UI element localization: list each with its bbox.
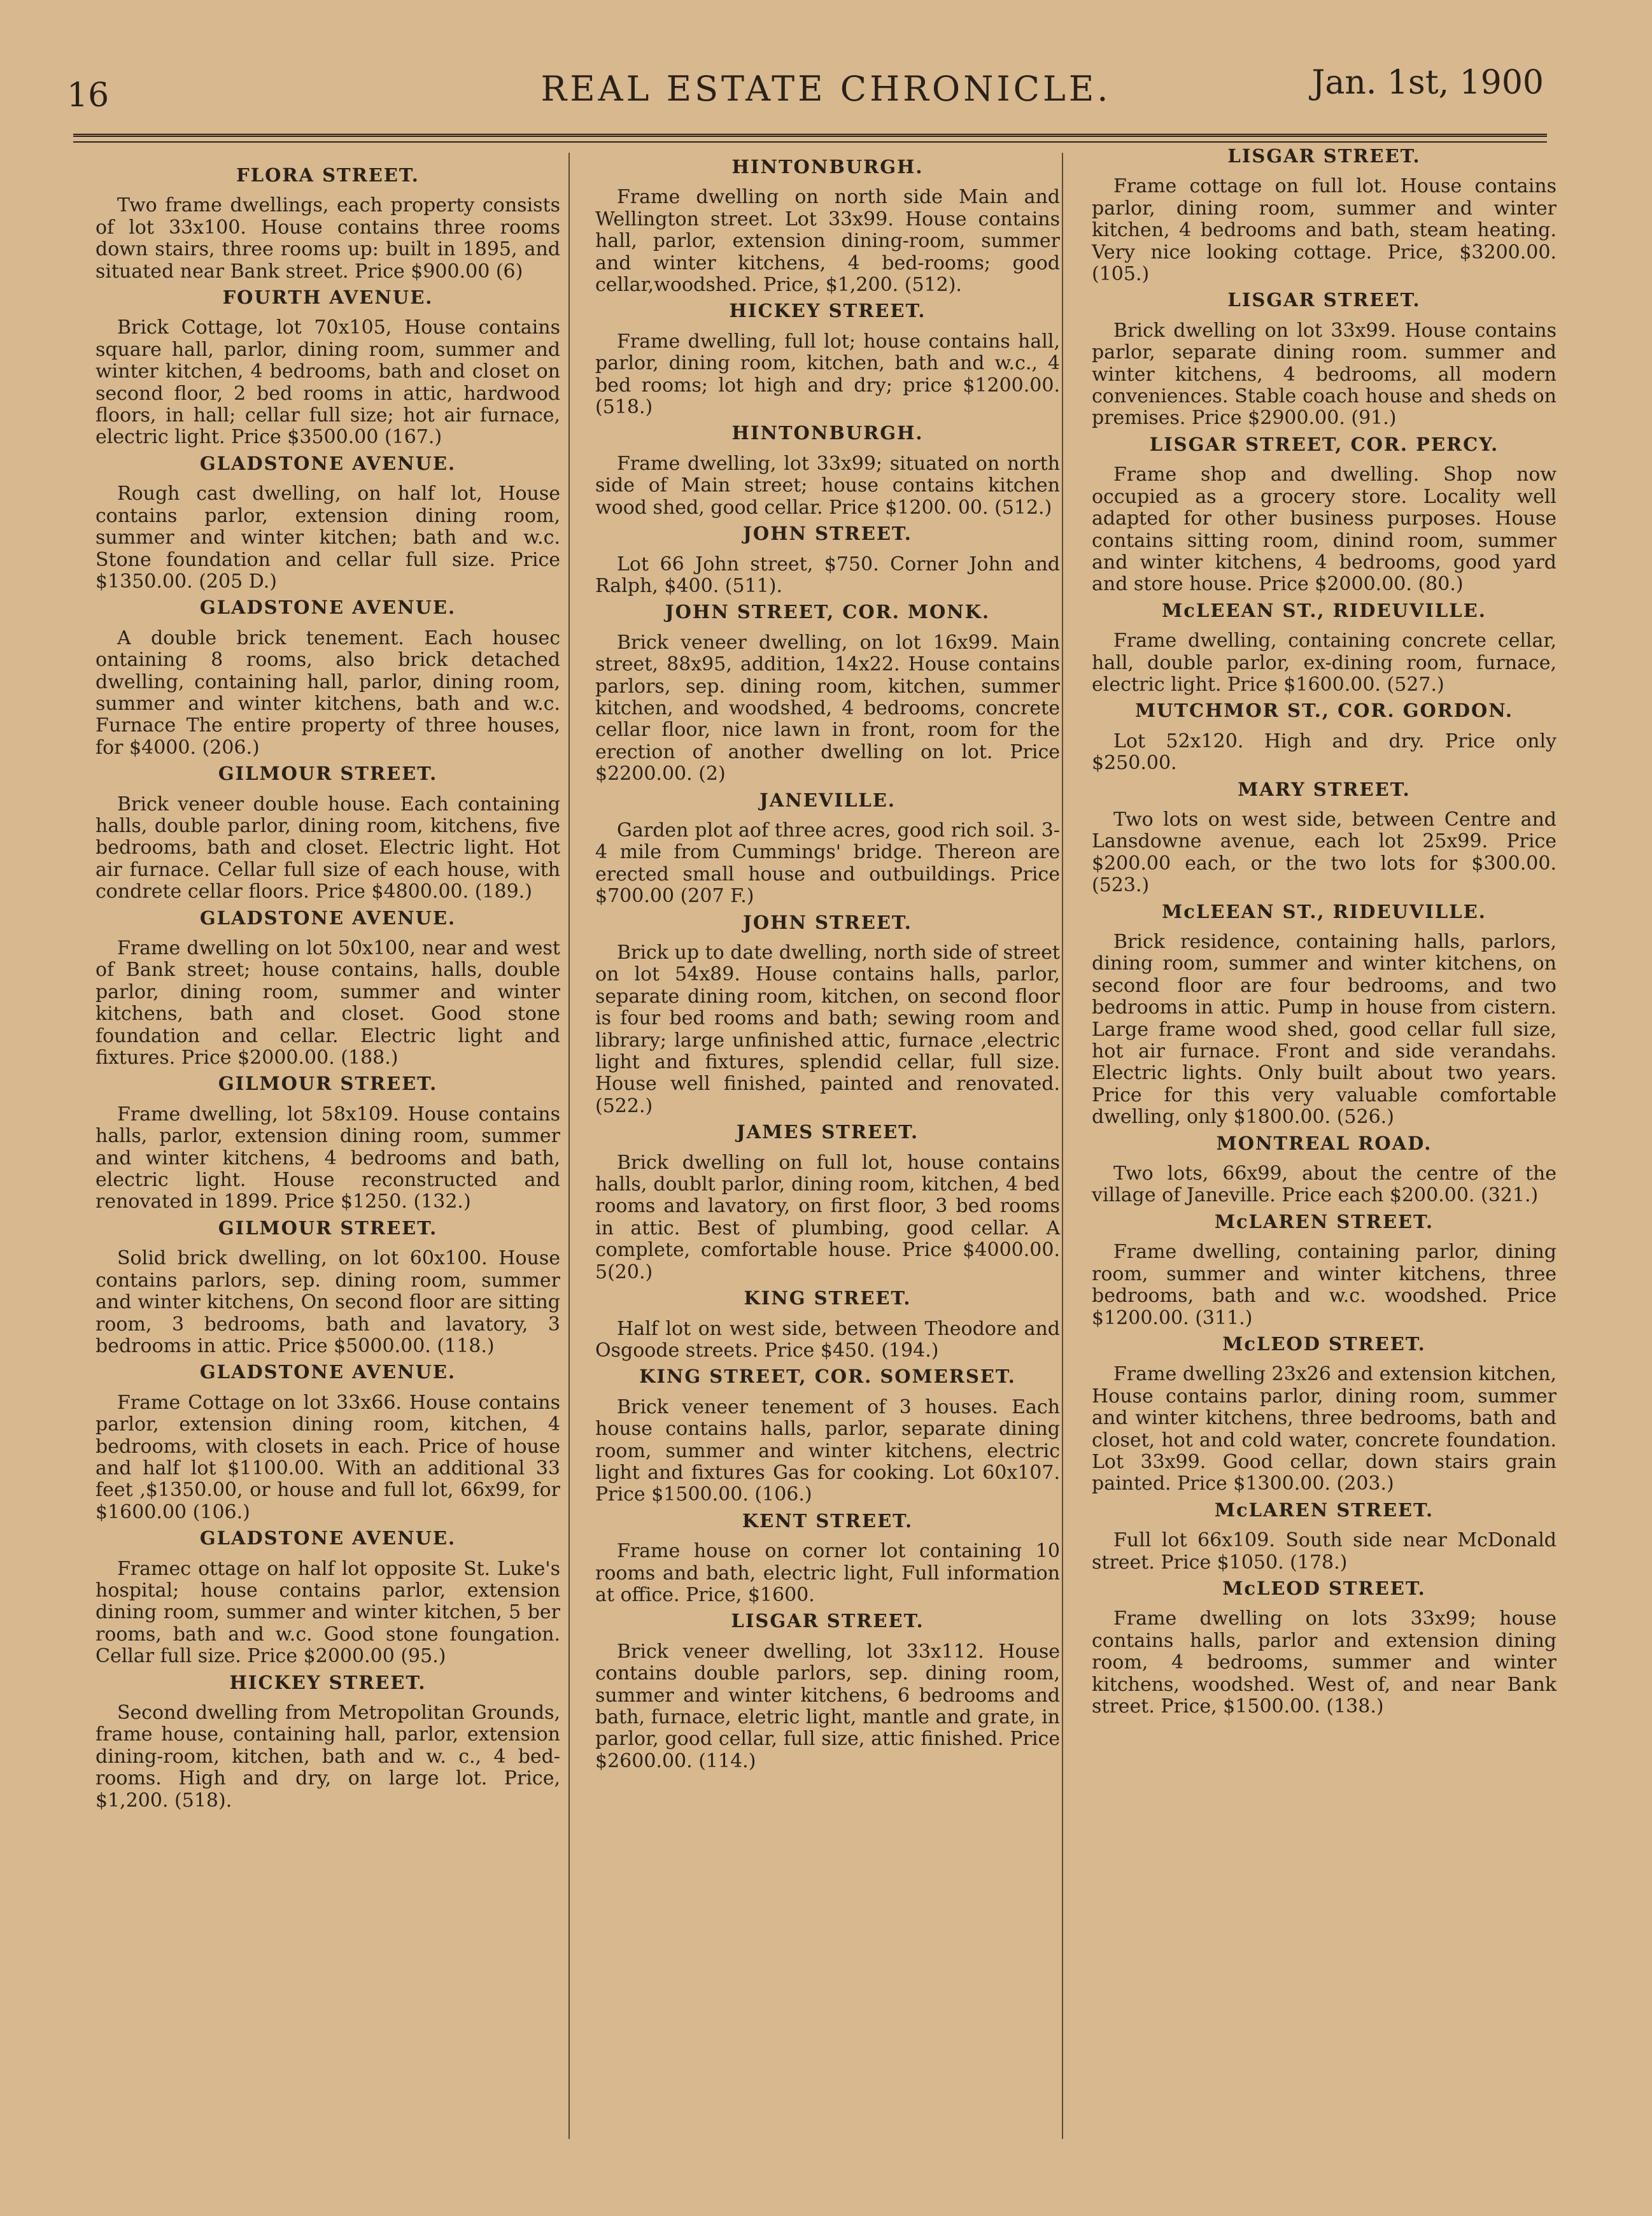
issue-date: Jan. 1st, 1900	[1311, 64, 1544, 102]
listing-text: Frame dwelling 23x26 and extension kitchen, House contains parlor, dining room, summer and winter kitchens, three bedrooms, bath and closet, hot and cold water, concrete foundation. Lot 33x99. Good cellar, down stairs grain painted. Price $1300.00. (203.)	[1092, 1363, 1557, 1495]
listing-heading: GILMOUR STREET.	[218, 1073, 438, 1095]
listing-text: Brick dwelling on full lot, house contains halls, doublt parlor, dining room, kitchen, 4 bed rooms and lavatory, on first floor, 3 bed rooms in attic. Best of plumbing, good cellar. A complete, comfortable house. Price $4000.00. 5(20.)	[595, 1151, 1060, 1283]
listing	[595, 1510, 1060, 1607]
listing	[95, 453, 560, 593]
listing	[95, 1361, 560, 1523]
listing-text: Brick veneer dwelling, lot 33x112. House contains double parlors, sep. dining room, summer and winter kitchens, 6 bedrooms and bath, furnace, eletric light, mantle and grate, in parlor, good cellar, full size, attic finished. Price $2600.00. (114.)	[595, 1640, 1060, 1772]
listing-text: Rough cast dwelling, on half lot, House contains parlor, extension dining room, summer and winter kitchen; bath and w.c. Stone foundation and cellar full size. Price $1350.00. (205 D.)	[95, 483, 560, 593]
listing-text: Frame dwelling, containing parlor, dining room, summer and winter kitchens, three bedrooms, bath and w.c. woodshed. Price $1200.00. (311.)	[1092, 1241, 1557, 1329]
listing-text: Two frame dwellings, each property consists of lot 33x100. House contains three rooms down stairs, three rooms up: built in 1895, and situated near Bank street. Price $900.00 (6)	[95, 194, 560, 283]
listing-heading: McLEEAN ST., RIDEUVILLE.	[1162, 599, 1486, 621]
listing-text: Brick veneer tenement of 3 houses. Each house contains halls, parlor, separate dining room, summer and winter kitchens, electric light and fixtures Gas for cooking. Lot 60x107. Price $1500.00. (106.)	[595, 1395, 1060, 1506]
listing-text: Solid brick dwelling, on lot 60x100. House contains parlors, sep. dining room, summer and winter kitchens, On second floor are sitting room, 3 bedrooms, bath and lavatory, 3 bedrooms in attic. Price $5000.00. (118.)	[95, 1247, 560, 1357]
listing-text: Frame shop and dwelling. Shop now occupied as a grocery store. Locality well adapted for other business purposes. House contains sitting room, dinind room, summer and winter kitchens, 4 bedrooms, good yard and store house. Price $2000.00. (80.)	[1092, 463, 1557, 596]
listing-text: Lot 66 John street, $750. Corner John and Ralph, $400. (511).	[595, 553, 1060, 597]
listing-heading: LISGAR STREET.	[731, 1610, 924, 1632]
listing-heading: McLEOD STREET.	[1222, 1332, 1426, 1355]
listing	[95, 1073, 560, 1213]
listing	[1092, 1333, 1557, 1495]
listing	[1092, 600, 1557, 696]
listing-text: Brick dwelling on lot 33x99. House contains parlor, separate dining room. summer and winter kitchens, 4 bedrooms, all modern conveniences. Stable coach house and sheds on premises. Price $2900.00. (91.)	[1092, 319, 1557, 430]
listing	[595, 1610, 1060, 1772]
listing	[95, 1217, 560, 1357]
listing-heading: FOURTH AVENUE.	[222, 286, 434, 309]
listing-text: Garden plot aof three acres, good rich soil. 3-4 mile from Cummings' bridge. Thereon are erected small house and outbuildings. Price $700.00 (207 F.)	[595, 819, 1060, 908]
listing	[1092, 434, 1557, 596]
listing-heading: HICKEY STREET.	[729, 300, 926, 322]
listing-heading: McLEEAN ST., RIDEUVILLE.	[1162, 900, 1486, 922]
listing-text: Two lots, 66x99, about the centre of the village of Janeville. Price each $200.00. (321.)	[1092, 1162, 1557, 1207]
listing	[95, 763, 560, 903]
listing-text: Brick up to date dwelling, north side of street on lot 54x89. House contains halls, parlor, separate dining room, kitchen, on second floor is four bed rooms and bath; sewing room and library; large unfinished attic, furnace ,electric light and fixtures, splendid cellar, full size. House well finished, painted and renovated. (522.)	[595, 942, 1060, 1117]
listing-heading: KENT STREET.	[742, 1509, 914, 1532]
listings-column-2	[595, 156, 1060, 1776]
listing-heading: GILMOUR STREET.	[218, 1217, 438, 1239]
listing-heading: JAMES STREET.	[736, 1121, 919, 1143]
listing-text: Frame dwelling, full lot; house contains hall, parlor, dining room, kitchen, bath and w.c., 4 bed rooms; lot high and dry; price $1200.00. (518.)	[595, 330, 1060, 419]
listings-column-1	[95, 164, 560, 1816]
listing-heading: LISGAR STREET, COR. PERCY.	[1149, 433, 1499, 455]
listing-text: Frame dwelling, lot 58x109. House contains halls, parlor, extension dining room, summer and winter kitchens, 4 bedrooms and bath, electric light. House reconstructed and renovated in 1899. Price $1250. (132.)	[95, 1103, 560, 1213]
listing-text: Lot 52x120. High and dry. Price only $250.00.	[1092, 730, 1557, 775]
listing-heading: McLAREN STREET.	[1214, 1499, 1434, 1521]
listing	[595, 156, 1060, 296]
listing	[95, 907, 560, 1069]
listing-text: Frame dwelling, containing concrete cellar, hall, double parlor, ex-dining room, furnace, electric light. Price $1600.00. (527.)	[1092, 630, 1557, 696]
header-rule-thin	[73, 141, 1547, 143]
listing-text: Brick veneer double house. Each containing halls, double parlor, dining room, kitchens, five bedrooms, bath and closet. Electric light. Hot air furnace. Cellar full size of each house, with condrete cellar floors. Price $4800.00. (189.)	[95, 793, 560, 903]
listing-text: Brick veneer dwelling, on lot 16x99. Main street, 88x95, addition, 14x22. House contains parlors, sep. dining room, kitchen, summer kitchen, and woodshed, 4 bedrooms, concrete cellar floor, nice lawn in front, room for the erection of another dwelling on lot. Price $2200.00. (2)	[595, 631, 1060, 786]
listing-text: Two lots on west side, between Centre and Lansdowne avenue, each lot 25x99. Price $200.00 each, or the two lots for $300.00. (523.)	[1092, 808, 1557, 897]
column-divider	[568, 153, 570, 2139]
masthead-title: REAL ESTATE CHRONICLE.	[540, 69, 1112, 109]
listing-heading: LISGAR STREET.	[1227, 289, 1421, 311]
listing-heading: MONTREAL ROAD.	[1216, 1132, 1432, 1154]
listing-heading: HICKEY STREET.	[229, 1671, 427, 1693]
listing-heading: HINTONBURGH.	[731, 156, 924, 178]
listing-text: Full lot 66x109. South side near McDonald street. Price $1050. (178.)	[1092, 1529, 1557, 1574]
listing-heading: GLADSTONE AVENUE.	[199, 1527, 456, 1549]
listing	[95, 286, 560, 449]
listing-heading: JOHN STREET.	[743, 911, 912, 933]
listing	[595, 1366, 1060, 1506]
listing-text: Frame dwelling on lot 50x100, near and west of Bank street; house contains, halls, double parlor, dining room, summer and winter kitchens, bath and closet. Good stone foundation and cellar. Electric light and fixtures. Price $2000.00. (188.)	[95, 937, 560, 1069]
listing	[595, 912, 1060, 1118]
listing-text: Frame dwelling, lot 33x99; situated on north side of Main street; house contains kitchen wood shed, good cellar. Price $1200. 00. (512.)	[595, 452, 1060, 519]
listing-text: A double brick tenement. Each housec ontaining 8 rooms, also brick detached dwelling, containing hall, parlor, dining room, summer and winter kitchens, bath and w.c. Furnace The entire property of three houses, for $4000. (206.)	[95, 626, 560, 759]
listing	[595, 1287, 1060, 1362]
listing-heading: KING STREET, COR. SOMERSET.	[639, 1366, 1016, 1388]
listing	[1092, 289, 1557, 429]
page-number: 16	[67, 76, 109, 115]
listing-heading: GLADSTONE AVENUE.	[199, 1361, 456, 1383]
listing	[595, 601, 1060, 785]
listing-text: Half lot on west side, between Theodore and Osgoode streets. Price $450. (194.)	[595, 1317, 1060, 1362]
listing-text: Brick residence, containing halls, parlors, dining room, summer and winter kitchens, on second floor are four bedrooms, and two bedrooms in attic. Pump in house from cistern. Large frame wood shed, good cellar full size, hot air furnace. Front and side verandahs. Electric lights. Only built about two years. Price for this very valuable comfortable dwelling, only $1800.00. (526.)	[1092, 931, 1557, 1129]
listing-heading: LISGAR STREET.	[1227, 145, 1421, 167]
listing-heading: GLADSTONE AVENUE.	[199, 452, 456, 474]
listing	[595, 523, 1060, 597]
listing-text: Frame house on corner lot containing 10 rooms and bath, electric light, Full information at office. Price, $1600.	[595, 1540, 1060, 1606]
listing-heading: McLEOD STREET.	[1222, 1577, 1426, 1599]
listing	[1092, 1133, 1557, 1207]
listing-heading: GILMOUR STREET.	[218, 763, 438, 785]
listing	[95, 1527, 560, 1667]
listing	[1092, 901, 1557, 1129]
listing-heading: GLADSTONE AVENUE.	[199, 907, 456, 929]
listing-heading: HINTONBURGH.	[731, 422, 924, 444]
listing	[1092, 1211, 1557, 1329]
listing-heading: JOHN STREET.	[743, 523, 912, 545]
listing-heading: GLADSTONE AVENUE.	[199, 596, 456, 619]
listing	[95, 1672, 560, 1812]
listing-heading: KING STREET.	[744, 1287, 912, 1309]
listing-text: Frame dwelling on lots 33x99; house contains halls, parlor and extension dining room, 4 bedrooms, summer and winter kitchens, woodshed. West of, and near Bank street. Price, $1500.00. (138.)	[1092, 1607, 1557, 1718]
listing	[595, 1121, 1060, 1283]
listing-text: Frame Cottage on lot 33x66. House contains parlor, extension dining room, kitchen, 4 bedrooms, with closets in each. Price of house and half lot $1100.00. With an additional 33 feet ,$1350.00, or house and full lot, 66x99, for $1600.00 (106.)	[95, 1391, 560, 1523]
listing-text: Framec ottage on half lot opposite St. Luke's hospital; house contains parlor, extension dining room, summer and winter kitchen, 5 ber rooms, bath and w.c. Good stone foungation. Cellar full size. Price $2000.00 (95.)	[95, 1557, 560, 1668]
listing	[1092, 145, 1557, 285]
listing-heading: MARY STREET.	[1238, 778, 1411, 800]
listing	[1092, 1577, 1557, 1718]
listing-heading: FLORA STREET.	[236, 164, 420, 186]
listing-heading: MUTCHMOR ST., COR. GORDON.	[1134, 700, 1513, 722]
listing	[95, 164, 560, 283]
header-rule	[73, 134, 1547, 137]
listing	[1092, 1499, 1557, 1574]
listing-text: Second dwelling from Metropolitan Grounds, frame house, containing hall, parlor, extension dining-room, kitchen, bath and w. c., 4 bed-rooms. High and dry, on large lot. Price, $1,200. (518).	[95, 1702, 560, 1812]
listing-text: Frame cottage on full lot. House contains parlor, dining room, summer and winter kitchen, 4 bedrooms and bath, steam heating. Very nice looking cottage. Price, $3200.00. (105.)	[1092, 175, 1557, 286]
listings-column-3	[1092, 145, 1557, 1721]
listing-heading: JOHN STREET, COR. MONK.	[665, 601, 991, 623]
listing-heading: JANEVILLE.	[759, 789, 896, 811]
listing	[595, 422, 1060, 519]
listing-text: Frame dwelling on north side Main and Wellington street. Lot 33x99. House contains hall, parlor, extension dining-room, summer and winter kitchens, 4 bed-rooms; good cellar,woodshed. Price, $1,200. (512).	[595, 186, 1060, 297]
listing	[95, 596, 560, 759]
column-divider	[1062, 153, 1063, 2139]
listing-heading: McLAREN STREET.	[1214, 1210, 1434, 1232]
listing	[1092, 779, 1557, 897]
listing	[595, 300, 1060, 418]
listing	[1092, 700, 1557, 774]
listing	[595, 789, 1060, 908]
listing-text: Brick Cottage, lot 70x105, House contains square hall, parlor, dining room, summer and winter kitchen, 4 bedrooms, bath and closet on second floor, 2 bed rooms in attic, hardwood floors, in hall; cellar full size; hot air furnace, electric light. Price $3500.00 (167.)	[95, 316, 560, 449]
page-header	[0, 0, 1652, 159]
